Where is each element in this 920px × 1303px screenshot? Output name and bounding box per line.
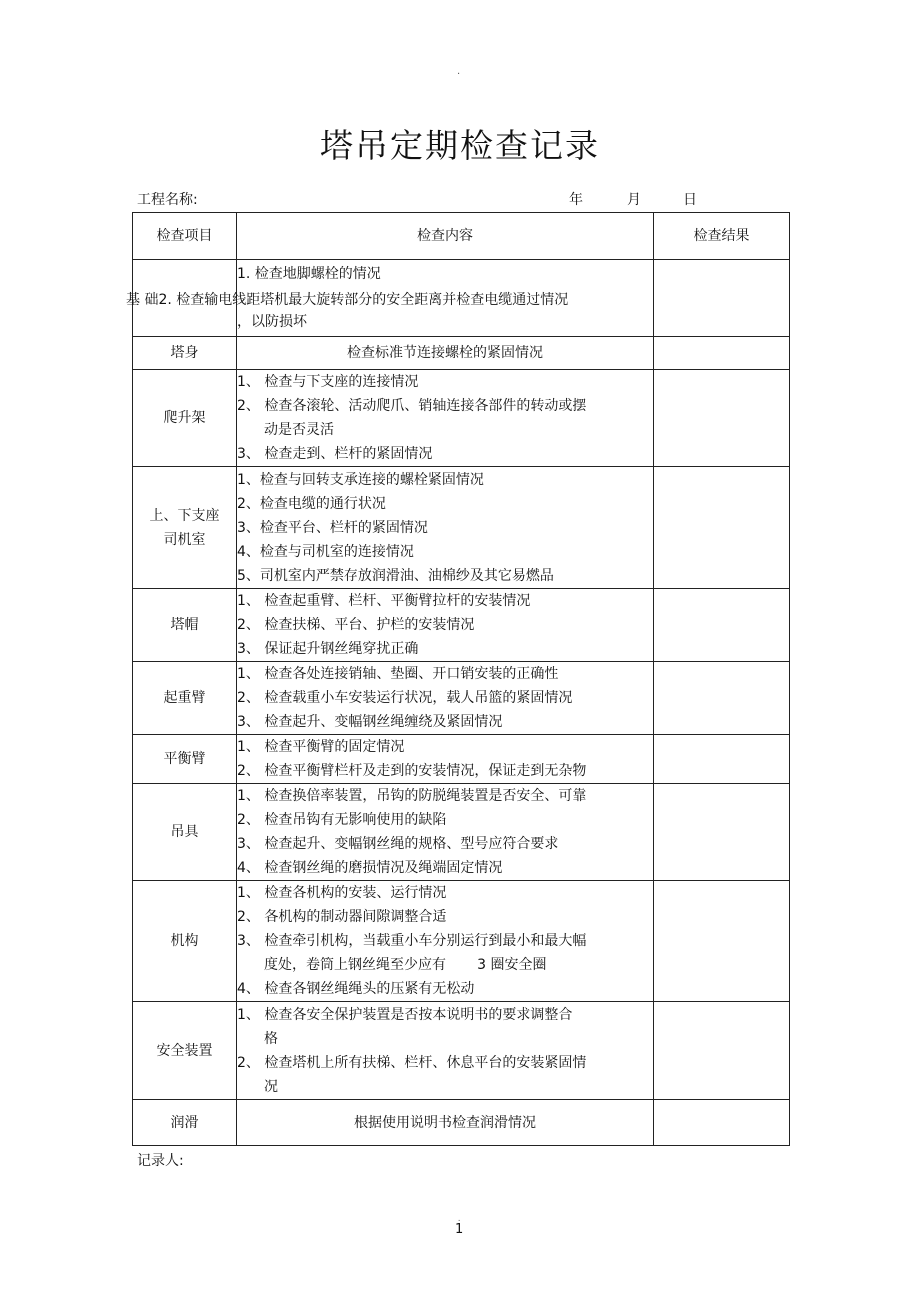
inspection-table [132, 212, 790, 1146]
project-name-label: 工程名称: [137, 192, 198, 208]
content-line: 2、 检查平衡臂栏杆及走到的安装情况，保证走到无杂物 [237, 763, 587, 779]
date-month-label: 月 [627, 192, 641, 208]
table-row-climbing-frame [133, 370, 790, 467]
header-item: 检查项目 [133, 213, 237, 260]
content-cell [237, 370, 654, 467]
content-line: 1、 检查起重臂、栏杆、平衡臂拉杆的安装情况 [237, 593, 531, 609]
result-cell[interactable] [654, 337, 790, 370]
header-result: 检查结果 [654, 213, 790, 260]
result-cell[interactable] [654, 735, 790, 784]
content-line: 2、检查电缆的通行状况 [237, 495, 386, 512]
item-cell: 安全装置 [133, 1002, 237, 1100]
table-row-lubrication [133, 1100, 790, 1146]
result-cell[interactable] [654, 589, 790, 662]
content-line: 度处，卷筒上钢丝绳至少应有 3 圈安全圈 [264, 957, 547, 973]
header-content: 检查内容 [237, 213, 654, 260]
content-line: 2、 检查各滚轮、活动爬爪、销轴连接各部件的转动或摆 [237, 398, 587, 414]
result-cell[interactable] [654, 467, 790, 589]
foundation-label: 基 础 [126, 292, 159, 308]
item-cell: 起重臂 [133, 662, 237, 735]
content-line: 2、 检查载重小车安装运行状况，载人吊篮的紧固情况 [237, 690, 573, 706]
date-year-label: 年 [569, 192, 583, 208]
content-line: 1、检查与回转支承连接的螺栓紧固情况 [237, 471, 484, 488]
content-cell [237, 1002, 654, 1100]
item-cell: 爬升架 [133, 370, 237, 467]
content-line: 3、 检查起升、变幅钢丝绳缠绕及紧固情况 [237, 714, 503, 730]
content-cell [237, 467, 654, 589]
content-cell [237, 735, 654, 784]
content-line: 格 [264, 1030, 278, 1047]
foundation-row-overlay [126, 289, 568, 309]
page-number [455, 1216, 463, 1237]
table-row-safety [133, 1002, 790, 1100]
content-line: 1、 检查与下支座的连接情况 [237, 374, 419, 390]
table-row-tower-body [133, 337, 790, 370]
item-cell: 润滑 [133, 1100, 237, 1146]
content-cell [237, 784, 654, 881]
result-cell[interactable] [654, 662, 790, 735]
table-row-tower-cap [133, 589, 790, 662]
item-cell: 吊具 [133, 784, 237, 881]
page-number-value: 1 [455, 1222, 464, 1237]
item-label-line: 上、下支座 [149, 507, 220, 524]
content-cell [237, 881, 654, 1002]
content-line: 2、 检查吊钩有无影响使用的缺陷 [237, 812, 447, 828]
item-cell: 平衡臂 [133, 735, 237, 784]
content-line: 1、 检查换倍率装置，吊钩的防脱绳装置是否安全、可靠 [237, 788, 587, 804]
content-line: 4、检查与司机室的连接情况 [237, 543, 414, 560]
content-cell [237, 589, 654, 662]
recorder-label: 记录人: [137, 1153, 184, 1169]
content-line: 1、 检查各机构的安装、运行情况 [237, 885, 447, 901]
content-line: 3、 保证起升钢丝绳穿扰正确 [237, 641, 419, 657]
item-cell: 机构 [133, 881, 237, 1002]
content-cell [237, 662, 654, 735]
foundation-line-2: 2. 检查输电线距塔机最大旋转部分的安全距离并检查电缆通过情况 [158, 292, 569, 308]
table-header-row [133, 213, 790, 260]
content-line: 3、检查平台、栏杆的紧固情况 [237, 519, 428, 536]
top-mark: . [457, 66, 461, 77]
content-line: 1、 检查平衡臂的固定情况 [237, 739, 405, 755]
table-row-rigging [133, 784, 790, 881]
content-line: 3、 检查牵引机构，当载重小车分别运行到最小和最大幅 [237, 933, 587, 949]
item-cell [133, 467, 237, 589]
content-line: 5、司机室内严禁存放润滑油、油棉纱及其它易燃品 [237, 567, 554, 584]
result-cell[interactable] [654, 260, 790, 337]
result-cell[interactable] [654, 1002, 790, 1100]
content-line: 3、 检查走到、栏杆的紧固情况 [237, 446, 433, 462]
content-cell: 根据使用说明书检查润滑情况 [237, 1100, 654, 1146]
table-row-jib [133, 662, 790, 735]
page-title: 塔吊定期检查记录 [320, 126, 600, 165]
table-row-counter-jib [133, 735, 790, 784]
content-line: ，以防损坏 [237, 314, 307, 330]
content-cell: 检查标准节连接螺栓的紧固情况 [237, 337, 654, 370]
result-cell[interactable] [654, 370, 790, 467]
content-line: 2、 检查塔机上所有扶梯、栏杆、休息平台的安装紧固情 [237, 1054, 587, 1071]
result-cell[interactable] [654, 784, 790, 881]
content-line: 动是否灵活 [264, 422, 334, 438]
content-line: 1. 检查地脚螺栓的情况 [237, 266, 381, 282]
content-line: 2、 各机构的制动器间隙调整合适 [237, 909, 447, 925]
item-cell: 塔身 [133, 337, 237, 370]
item-label-line: 司机室 [163, 531, 206, 548]
content-line: 2、 检查扶梯、平台、护栏的安装情况 [237, 617, 475, 633]
content-line: 1、 检查各安全保护装置是否按本说明书的要求调整合 [237, 1006, 573, 1023]
result-cell[interactable] [654, 1100, 790, 1146]
date-day-label: 日 [683, 192, 697, 208]
content-line: 4、 检查各钢丝绳绳头的压紧有无松动 [237, 981, 475, 997]
content-line: 3、 检查起升、变幅钢丝绳的规格、型号应符合要求 [237, 836, 559, 852]
content-line: 1、 检查各处连接销轴、垫圈、开口销安装的正确性 [237, 666, 559, 682]
content-line: 况 [264, 1078, 278, 1095]
table-row-mechanism [133, 881, 790, 1002]
content-line: 4、 检查钢丝绳的磨损情况及绳端固定情况 [237, 860, 503, 876]
item-cell: 塔帽 [133, 589, 237, 662]
page-mark: . [457, 1214, 461, 1224]
result-cell[interactable] [654, 881, 790, 1002]
table-row-supports [133, 467, 790, 589]
